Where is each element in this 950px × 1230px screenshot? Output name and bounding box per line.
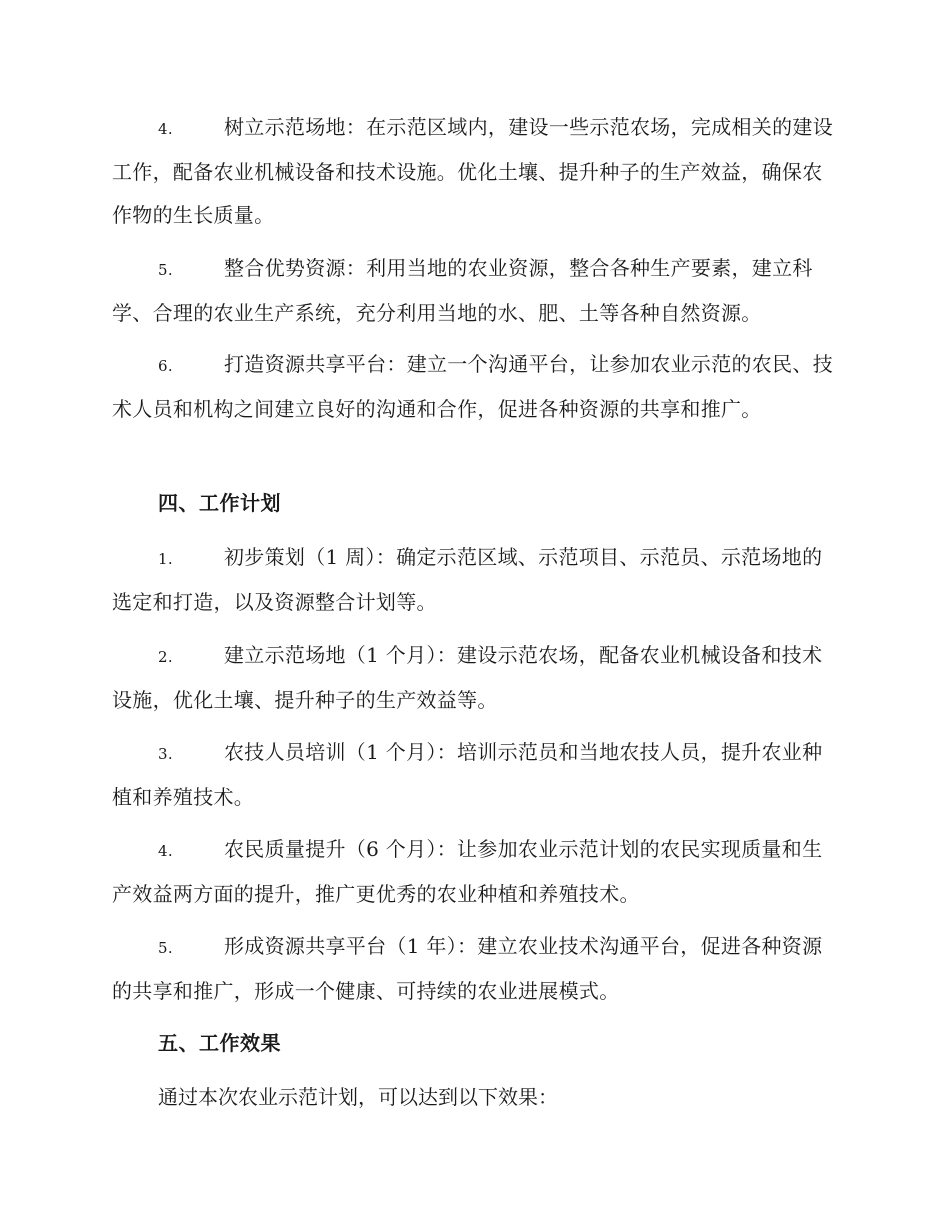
section3-item-4 bbox=[112, 106, 836, 237]
item-number: 4. bbox=[158, 842, 173, 860]
section5-intro: 通过本次农业示范计划，可以达到以下效果： bbox=[158, 1085, 558, 1109]
section3-item-5 bbox=[112, 247, 836, 335]
item-number: 3. bbox=[158, 745, 173, 763]
item-text: 形成资源共享平台（1 年）：建立农业技术沟通平台，促进各种资源的共享和推广，形成一个健康、可持续的农业进展模式。 bbox=[112, 934, 823, 1003]
item-number: 1. bbox=[158, 550, 173, 568]
item-number: 2. bbox=[158, 648, 173, 666]
item-text: 建立示范场地（1 个月）：建设示范农场，配备农业机械设备和技术设施，优化土壤、提升种子的生产效益等。 bbox=[112, 643, 823, 712]
section4-item-5 bbox=[112, 925, 836, 1013]
section4-item-1 bbox=[112, 536, 836, 624]
item-number: 6. bbox=[158, 357, 173, 375]
item-text: 农民质量提升（6 个月）：让参加农业示范计划的农民实现质量和生产效益两方面的提升，推广更优秀的农业种植和养殖技术。 bbox=[112, 837, 823, 906]
item-text: 农技人员培训（1 个月）：培训示范员和当地农技人员，提升农业种植和养殖技术。 bbox=[112, 740, 823, 809]
item-text: 初步策划（1 周）：确定示范区域、示范项目、示范员、示范场地的选定和打造，以及资源整合计划等。 bbox=[112, 545, 823, 614]
item-number: 5. bbox=[158, 261, 173, 279]
section4-heading: 四、工作计划 bbox=[158, 491, 281, 515]
section3-item-6 bbox=[112, 343, 836, 431]
section4-item-3 bbox=[112, 731, 836, 819]
item-text: 树立示范场地：在示范区域内，建设一些示范农场，完成相关的建设工作，配备农业机械设备和技术设施。优化土壤、提升种子的生产效益，确保农作物的生长质量。 bbox=[112, 115, 833, 227]
item-text: 整合优势资源：利用当地的农业资源，整合各种生产要素，建立科学、合理的农业生产系统，充分利用当地的水、肥、土等各种自然资源。 bbox=[112, 256, 813, 325]
item-number: 4. bbox=[158, 120, 173, 138]
section5-heading: 五、工作效果 bbox=[158, 1031, 281, 1055]
item-text: 打造资源共享平台：建立一个沟通平台，让参加农业示范的农民、技术人员和机构之间建立良好的沟通和合作，促进各种资源的共享和推广。 bbox=[112, 352, 833, 421]
item-number: 5. bbox=[158, 939, 173, 957]
section4-item-2 bbox=[112, 634, 836, 722]
section4-item-4 bbox=[112, 828, 836, 916]
